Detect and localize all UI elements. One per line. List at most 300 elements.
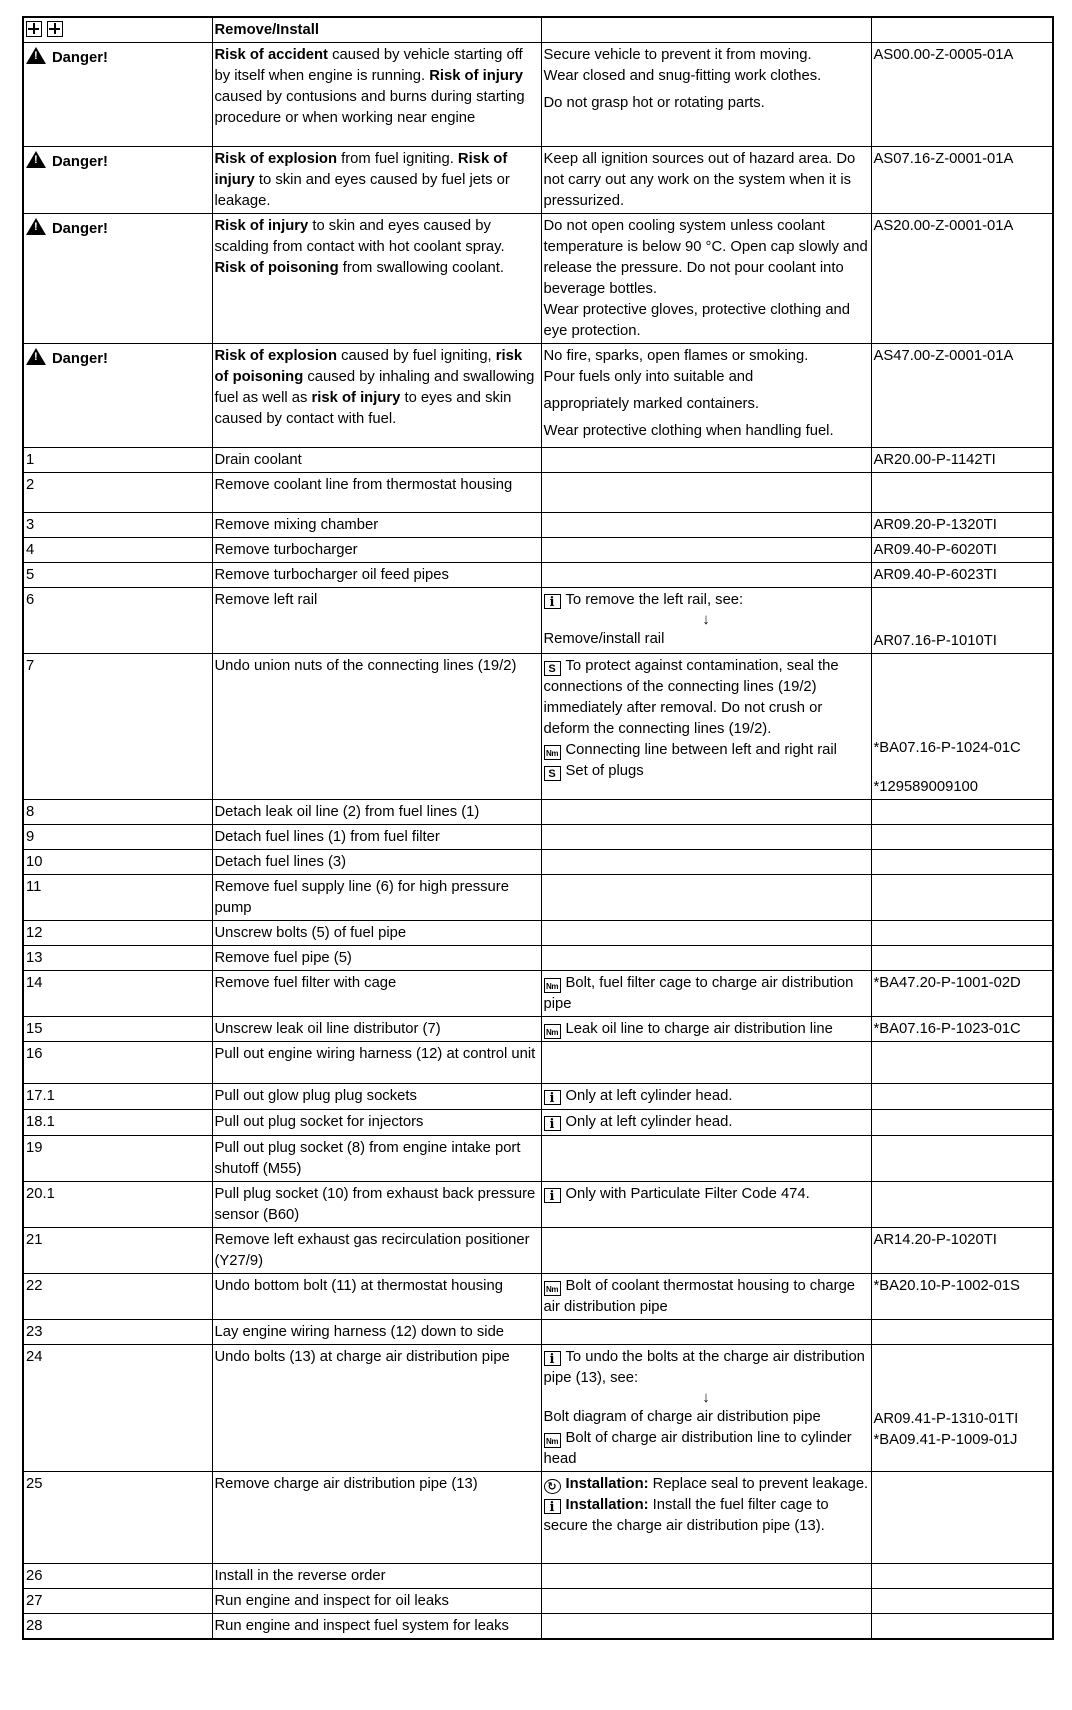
reference-cell [871, 344, 1053, 448]
reference-link-text[interactable]: Remove/install rail [543, 631, 665, 647]
step-action: Run engine and inspect for oil leaks [214, 1593, 449, 1609]
step-number-cell [23, 448, 212, 473]
step-number: 14 [26, 975, 43, 991]
note [544, 1276, 869, 1318]
step-number: 15 [26, 1021, 43, 1037]
step-action: Remove charge air distribution pipe (13) [214, 1476, 478, 1492]
step-notes-cell [541, 946, 871, 971]
reference-cell [871, 1320, 1053, 1345]
danger-label-cell [23, 344, 212, 448]
step-number: 21 [26, 1232, 43, 1248]
reference-cell [871, 43, 1053, 147]
step-number-cell [23, 513, 212, 538]
step-notes-cell [541, 473, 871, 513]
note-text: To remove the left rail, see: [565, 592, 744, 608]
note-text: Set of plugs [565, 763, 644, 779]
step-action: Install in the reverse order [214, 1568, 386, 1584]
reference-cell [871, 588, 1053, 654]
note-text: Only at left cylinder head. [565, 1114, 733, 1130]
risk-description-cell [212, 43, 541, 147]
risk-keyword: Risk of explosion [214, 151, 338, 167]
step-number-cell [23, 473, 212, 513]
step-action: Undo bolts (13) at charge air distribution pipe [214, 1349, 510, 1365]
step-number-cell [23, 850, 212, 875]
reference-cell [871, 800, 1053, 825]
step-number: 22 [26, 1278, 43, 1294]
step-action: Remove fuel filter with cage [214, 975, 397, 991]
step-action: Remove turbocharger [214, 542, 358, 558]
risk-text: caused by vehicle starting off by itself when engine is running. [214, 47, 523, 84]
reference-cell [871, 1136, 1053, 1182]
procedure-table [22, 16, 1054, 1640]
reference-cell [871, 473, 1053, 513]
step-action-cell [212, 1042, 541, 1084]
step-notes-cell [541, 513, 871, 538]
safety-measure: No fire, sparks, open flames or smoking. [543, 348, 809, 364]
remove-install-icon [47, 21, 63, 37]
step-action: Unscrew bolts (5) of fuel pipe [214, 925, 407, 941]
reference-cell [871, 538, 1053, 563]
note [544, 740, 869, 761]
step-action: Detach fuel lines (3) [214, 854, 347, 870]
step-notes-cell [541, 1182, 871, 1228]
step-number-cell [23, 825, 212, 850]
reference-cell [871, 1345, 1053, 1472]
step-action-cell [212, 1136, 541, 1182]
warning-triangle-icon [26, 348, 46, 365]
step-row [23, 800, 1053, 825]
document-reference[interactable]: AR09.20-P-1320TI [873, 517, 997, 533]
step-notes-cell [541, 1274, 871, 1320]
step-notes-cell [541, 1589, 871, 1614]
step-number: 23 [26, 1324, 43, 1340]
step-row [23, 538, 1053, 563]
note-text: Leak oil line to charge air distribution line [565, 1021, 833, 1037]
step-action-cell [212, 1614, 541, 1640]
reference-cell [871, 1274, 1053, 1320]
step-number-cell [23, 1110, 212, 1136]
danger-label: Danger! [52, 154, 108, 170]
step-row [23, 1614, 1053, 1640]
step-number-cell [23, 588, 212, 654]
step-notes-cell [541, 800, 871, 825]
arrow-down-icon: ↓ [702, 611, 710, 628]
step-number-cell [23, 563, 212, 588]
step-action: Pull out plug socket for injectors [214, 1114, 424, 1130]
step-row [23, 825, 1053, 850]
info-icon: i [544, 594, 561, 609]
safety-measure: Keep all ignition sources out of hazard area. Do not carry out any work on the system when it is pressurized. [543, 151, 856, 209]
step-number-cell [23, 800, 212, 825]
safety-measure: Do not open cooling system unless coolant temperature is below 90 °C. Open cap slowly and release the pressure. Do not pour coolant into beverage bottles. [543, 218, 868, 297]
danger-label: Danger! [52, 351, 108, 367]
step-notes-cell [541, 538, 871, 563]
step-number: 8 [26, 804, 35, 820]
note [544, 1019, 869, 1040]
note [544, 1184, 869, 1205]
step-action-cell [212, 448, 541, 473]
info-icon: i [544, 1188, 561, 1203]
safety-measures-cell [541, 43, 871, 147]
step-number-cell [23, 1274, 212, 1320]
step-action-cell [212, 654, 541, 800]
step-action-cell [212, 1345, 541, 1472]
step-action: Unscrew leak oil line distributor (7) [214, 1021, 441, 1037]
reference-cell [871, 1228, 1053, 1274]
danger-label: Danger! [52, 221, 108, 237]
step-action: Remove mixing chamber [214, 517, 379, 533]
document-reference[interactable]: AS00.00-Z-0005-01A [873, 47, 1014, 63]
reference-cell [871, 946, 1053, 971]
risk-text: to eyes and skin caused by contact with fuel. [214, 390, 512, 427]
installation-icon: ↻ [544, 1479, 561, 1494]
reference-cell [871, 1589, 1053, 1614]
document-reference[interactable]: *BA47.20-P-1001-02D [873, 975, 1021, 991]
step-action-cell [212, 513, 541, 538]
info-icon: i [544, 1090, 561, 1105]
document-reference[interactable]: AS20.00-Z-0001-01A [873, 218, 1014, 234]
reference-cell [871, 1182, 1053, 1228]
step-row [23, 1274, 1053, 1320]
step-action-cell [212, 921, 541, 946]
step-action-cell [212, 1274, 541, 1320]
danger-row [23, 43, 1053, 147]
step-action-cell [212, 1182, 541, 1228]
step-notes-cell [541, 1017, 871, 1042]
step-notes-cell [541, 563, 871, 588]
safety-measures-cell [541, 147, 871, 214]
step-row [23, 448, 1053, 473]
safety-measure: Wear closed and snug-fitting work clothes. [543, 68, 822, 84]
step-row [23, 473, 1053, 513]
step-row [23, 850, 1053, 875]
step-number: 25 [26, 1476, 43, 1492]
reference-cell [871, 1017, 1053, 1042]
special-tool-icon: S [544, 766, 561, 781]
step-number: 11 [26, 879, 42, 895]
remove-install-icon [26, 21, 42, 37]
document-reference[interactable]: AR07.16-P-1010TI [873, 633, 997, 649]
note [544, 1495, 869, 1537]
reference-cell [871, 214, 1053, 344]
step-number: 27 [26, 1593, 43, 1609]
note-text: Only with Particulate Filter Code 474. [565, 1186, 810, 1202]
reference-cell [871, 1084, 1053, 1110]
document-reference[interactable]: *BA07.16-P-1023-01C [873, 1021, 1021, 1037]
step-action-cell [212, 946, 541, 971]
step-action-cell [212, 1017, 541, 1042]
risk-text: caused by fuel igniting, [337, 348, 496, 364]
risk-description-cell [212, 214, 541, 344]
safety-measure: appropriately marked containers. [543, 396, 759, 412]
risk-text: to skin and eyes caused by scalding from contact with hot coolant spray. [214, 218, 505, 255]
document-reference[interactable]: *129589009100 [873, 779, 979, 795]
step-number: 3 [26, 517, 35, 533]
step-action-cell [212, 875, 541, 921]
note-text: To protect against contamination, seal the connections of the connecting lines (19/2) immediately after removal. Do not crush or deform the connecting lines (19/2). [543, 658, 839, 737]
step-row [23, 1110, 1053, 1136]
step-action: Pull out glow plug plug sockets [214, 1088, 417, 1104]
document-reference[interactable]: AR14.20-P-1020TI [873, 1232, 997, 1248]
document-reference[interactable]: *BA09.41-P-1009-01J [873, 1432, 1018, 1448]
step-row [23, 971, 1053, 1017]
note [544, 656, 869, 740]
step-number: 16 [26, 1046, 43, 1062]
torque-icon: Nm [544, 978, 561, 993]
torque-icon: Nm [544, 1281, 561, 1296]
note [544, 1347, 869, 1389]
step-action-cell [212, 538, 541, 563]
risk-keyword: risk of injury [311, 390, 401, 406]
step-number: 9 [26, 829, 35, 845]
step-action-cell [212, 825, 541, 850]
step-notes-cell [541, 1228, 871, 1274]
step-number: 5 [26, 567, 35, 583]
danger-label-cell [23, 214, 212, 344]
step-number-cell [23, 654, 212, 800]
step-row [23, 1472, 1053, 1564]
step-row [23, 1564, 1053, 1589]
step-notes-cell [541, 588, 871, 654]
note [544, 1086, 869, 1107]
step-row [23, 588, 1053, 654]
step-row [23, 1042, 1053, 1084]
info-icon: i [544, 1499, 561, 1514]
reference-cell [871, 971, 1053, 1017]
step-notes-cell [541, 971, 871, 1017]
torque-icon: Nm [544, 1024, 561, 1039]
step-number-cell [23, 538, 212, 563]
reference-cell [871, 850, 1053, 875]
risk-description-cell [212, 344, 541, 448]
risk-keyword: Risk of explosion [214, 348, 338, 364]
step-action: Remove coolant line from thermostat housing [214, 477, 513, 493]
note [544, 973, 869, 1015]
step-number-cell [23, 1589, 212, 1614]
document-reference[interactable]: AS47.00-Z-0001-01A [873, 348, 1014, 364]
step-action-cell [212, 850, 541, 875]
step-action-cell [212, 800, 541, 825]
note [544, 590, 869, 611]
header-empty-cell [541, 17, 871, 43]
step-action: Lay engine wiring harness (12) down to side [214, 1324, 505, 1340]
danger-label: Danger! [52, 50, 108, 66]
risk-keyword: Risk of injury [214, 218, 309, 234]
note-keyword: Installation: [565, 1476, 649, 1492]
reference-link-text[interactable]: Bolt diagram of charge air distribution pipe [543, 1409, 821, 1425]
risk-text: to skin and eyes caused by fuel jets or leakage. [214, 172, 510, 209]
step-action: Remove left exhaust gas recirculation positioner (Y27/9) [214, 1232, 530, 1269]
step-row [23, 1084, 1053, 1110]
step-notes-cell [541, 921, 871, 946]
risk-keyword: Risk of injury [429, 68, 523, 84]
step-notes-cell [541, 448, 871, 473]
risk-keyword: risk of poisoning [214, 348, 523, 385]
step-row [23, 1136, 1053, 1182]
step-action-cell [212, 971, 541, 1017]
reference-cell [871, 1110, 1053, 1136]
step-number-cell [23, 1564, 212, 1589]
safety-measure: Do not grasp hot or rotating parts. [543, 95, 765, 111]
step-action: Undo bottom bolt (11) at thermostat housing [214, 1278, 503, 1294]
step-action: Remove fuel pipe (5) [214, 950, 352, 966]
reference-cell [871, 1614, 1053, 1640]
safety-measures-cell [541, 214, 871, 344]
danger-row [23, 344, 1053, 448]
note-text: Replace seal to prevent leakage. [648, 1476, 869, 1492]
step-row [23, 875, 1053, 921]
step-number-cell [23, 1345, 212, 1472]
note [544, 761, 869, 782]
info-icon: i [544, 1116, 561, 1131]
note-text: Install the fuel filter cage to secure the charge air distribution pipe (13). [543, 1497, 829, 1534]
step-number-cell [23, 1228, 212, 1274]
step-number: 6 [26, 592, 35, 608]
step-number-cell [23, 1017, 212, 1042]
step-notes-cell [541, 1472, 871, 1564]
danger-label-cell [23, 147, 212, 214]
torque-icon: Nm [544, 1433, 561, 1448]
step-row [23, 1320, 1053, 1345]
risk-text: caused by inhaling and swallowing fuel as well as [214, 369, 535, 406]
step-action: Remove left rail [214, 592, 318, 608]
step-action-cell [212, 563, 541, 588]
step-number: 24 [26, 1349, 43, 1365]
danger-row [23, 214, 1053, 344]
step-action: Remove fuel supply line (6) for high pressure pump [214, 879, 509, 916]
risk-keyword: Risk of poisoning [214, 260, 339, 276]
header-row [23, 17, 1053, 43]
note [544, 1474, 869, 1495]
warning-triangle-icon [26, 47, 46, 64]
risk-keyword: Risk of accident [214, 47, 328, 63]
step-notes-cell [541, 1345, 871, 1472]
step-action-cell [212, 1084, 541, 1110]
header-icons-cell [23, 17, 212, 43]
warning-triangle-icon [26, 218, 46, 235]
safety-measure: Wear protective clothing when handling fuel. [543, 423, 834, 439]
step-row [23, 921, 1053, 946]
risk-text: caused by contusions and burns during starting procedure or when working near engine [214, 89, 525, 126]
note-text: Bolt of coolant thermostat housing to charge air distribution pipe [543, 1278, 856, 1315]
reference-cell [871, 563, 1053, 588]
step-notes-cell [541, 1110, 871, 1136]
note-text: Connecting line between left and right rail [565, 742, 837, 758]
step-number-cell [23, 1042, 212, 1084]
step-notes-cell [541, 654, 871, 800]
note-text: To undo the bolts at the charge air distribution pipe (13), see: [543, 1349, 865, 1386]
step-number: 4 [26, 542, 35, 558]
step-action: Remove turbocharger oil feed pipes [214, 567, 449, 583]
step-number: 20.1 [26, 1186, 55, 1202]
risk-keyword: Risk of injury [214, 151, 508, 188]
document-reference[interactable]: *BA20.10-P-1002-01S [873, 1278, 1020, 1294]
safety-measure: Wear protective gloves, protective clothing and eye protection. [543, 302, 851, 339]
danger-row [23, 147, 1053, 214]
safety-measures-cell [541, 344, 871, 448]
special-tool-icon: S [544, 661, 561, 676]
step-action: Pull out plug socket (8) from engine intake port shutoff (M55) [214, 1140, 521, 1177]
document-reference[interactable]: AR20.00-P-1142TI [873, 452, 996, 468]
note-text: Bolt of charge air distribution line to cylinder head [543, 1430, 852, 1467]
document-reference[interactable]: AR09.40-P-6020TI [873, 542, 997, 558]
arrow-down-icon: ↓ [702, 1389, 710, 1406]
reference-cell [871, 147, 1053, 214]
step-notes-cell [541, 825, 871, 850]
note-text: Bolt, fuel filter cage to charge air distribution pipe [543, 975, 854, 1012]
header-empty-cell [871, 17, 1053, 43]
document-reference[interactable]: AR09.40-P-6023TI [873, 567, 997, 583]
document-reference[interactable]: *BA07.16-P-1024-01C [873, 740, 1021, 756]
step-number-cell [23, 1614, 212, 1640]
step-notes-cell [541, 850, 871, 875]
step-notes-cell [541, 1320, 871, 1345]
step-number-cell [23, 971, 212, 1017]
step-number: 1 [26, 452, 35, 468]
step-number: 17.1 [26, 1088, 55, 1104]
note-keyword: Installation: [565, 1497, 649, 1513]
step-number-cell [23, 1320, 212, 1345]
step-action-cell [212, 1110, 541, 1136]
reference-cell [871, 1042, 1053, 1084]
reference-cell [871, 654, 1053, 800]
step-number: 10 [26, 854, 43, 870]
step-row [23, 563, 1053, 588]
reference-cell [871, 448, 1053, 473]
step-number-cell [23, 1472, 212, 1564]
note [544, 1428, 869, 1470]
step-notes-cell [541, 1614, 871, 1640]
step-row [23, 1182, 1053, 1228]
step-action-cell [212, 1472, 541, 1564]
step-notes-cell [541, 1042, 871, 1084]
step-number-cell [23, 946, 212, 971]
step-action-cell [212, 473, 541, 513]
step-notes-cell [541, 875, 871, 921]
risk-description-cell [212, 147, 541, 214]
step-row [23, 654, 1053, 800]
info-icon: i [544, 1351, 561, 1366]
note-text: Only at left cylinder head. [565, 1088, 733, 1104]
document-reference[interactable]: AS07.16-Z-0001-01A [873, 151, 1014, 167]
step-action-cell [212, 1228, 541, 1274]
step-number-cell [23, 875, 212, 921]
step-action: Pull out engine wiring harness (12) at control unit [214, 1046, 536, 1062]
step-notes-cell [541, 1564, 871, 1589]
step-action-cell [212, 1320, 541, 1345]
note [544, 1112, 869, 1133]
step-number-cell [23, 1136, 212, 1182]
header-title: Remove/Install [212, 17, 541, 43]
step-number: 26 [26, 1568, 43, 1584]
step-number: 19 [26, 1140, 43, 1156]
reference-cell [871, 825, 1053, 850]
safety-measure: Secure vehicle to prevent it from moving. [543, 47, 812, 63]
danger-label-cell [23, 43, 212, 147]
step-number: 7 [26, 658, 35, 674]
step-row [23, 1228, 1053, 1274]
step-action-cell [212, 1589, 541, 1614]
step-action: Drain coolant [214, 452, 302, 468]
step-action: Detach leak oil line (2) from fuel lines (1) [214, 804, 480, 820]
step-action: Undo union nuts of the connecting lines (19/2) [214, 658, 517, 674]
step-row [23, 513, 1053, 538]
step-notes-cell [541, 1084, 871, 1110]
step-number: 2 [26, 477, 35, 493]
step-number: 12 [26, 925, 43, 941]
document-reference[interactable]: AR09.41-P-1310-01TI [873, 1411, 1019, 1427]
step-number: 28 [26, 1618, 43, 1634]
